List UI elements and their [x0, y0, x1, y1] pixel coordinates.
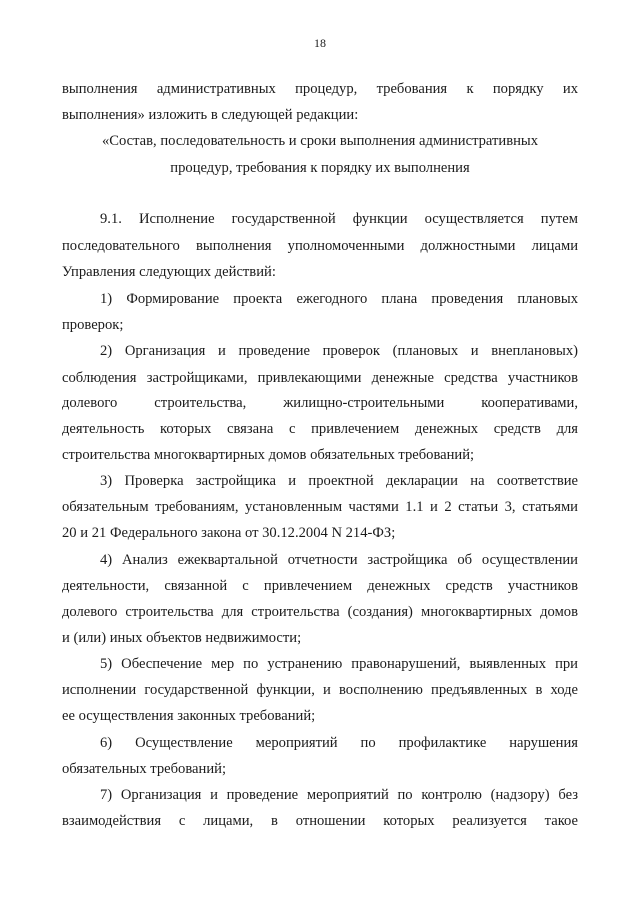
text-line: исполнении государственной функции, и восполнению предъявленных в ходе [62, 682, 578, 698]
list-item-line: 3) Проверка застройщика и проектной декларации на соответствие [100, 473, 578, 489]
text-line: выполнения административных процедур, требования к порядку их [62, 81, 578, 97]
list-item-line: 4) Анализ ежеквартальной отчетности застройщика об осуществлении [100, 552, 578, 568]
text-line: последовательного выполнения уполномоченными должностными лицами [62, 238, 578, 254]
text-line: выполнения» изложить в следующей редакции: [62, 107, 359, 123]
text-line: проверок; [62, 317, 124, 333]
text-line: деятельности, связанной с привлечением денежных средств участников [62, 578, 578, 594]
text-line: ее осуществления законных требований; [62, 708, 316, 724]
text-line: долевого строительства, жилищно-строительными кооперативами, [62, 395, 578, 411]
text-line: соблюдения застройщиками, привлекающими денежные средства участников [62, 370, 578, 386]
list-item-line: 1) Формирование проекта ежегодного плана проведения плановых [100, 291, 578, 307]
text-line: взаимодействия с лицами, в отношении которых реализуется такое [62, 813, 578, 829]
text-line: 9.1. Исполнение государственной функции осуществляется путем [100, 211, 578, 227]
page-number: 18 [314, 36, 326, 50]
section-heading-line: процедур, требования к порядку их выполнения [170, 160, 470, 176]
text-line: долевого строительства для строительства (создания) многоквартирных домов [62, 604, 578, 620]
list-item-line: 5) Обеспечение мер по устранению правонарушений, выявленных при [100, 656, 578, 672]
text-line: обязательным требованиям, установленным частями 1.1 и 2 статьи 3, статьями [62, 499, 578, 515]
list-item-line: 6) Осуществление мероприятий по профилактике нарушения [100, 735, 578, 751]
text-line: 20 и 21 Федерального закона от 30.12.2004 N 214-ФЗ; [62, 525, 396, 541]
text-line: строительства многоквартирных домов обязательных требований; [62, 447, 475, 463]
text-line: и (или) иных объектов недвижимости; [62, 630, 302, 646]
text-line: деятельность которых связана с привлечением денежных средств для [62, 421, 578, 437]
section-heading-line: «Состав, последовательность и сроки выполнения административных [101, 133, 539, 149]
text-line: Управления следующих действий: [62, 264, 276, 280]
list-item-line: 2) Организация и проведение проверок (плановых и внеплановых) [100, 343, 578, 359]
list-item-line: 7) Организация и проведение мероприятий по контролю (надзору) без [100, 787, 578, 803]
text-line: обязательных требований; [62, 761, 227, 777]
